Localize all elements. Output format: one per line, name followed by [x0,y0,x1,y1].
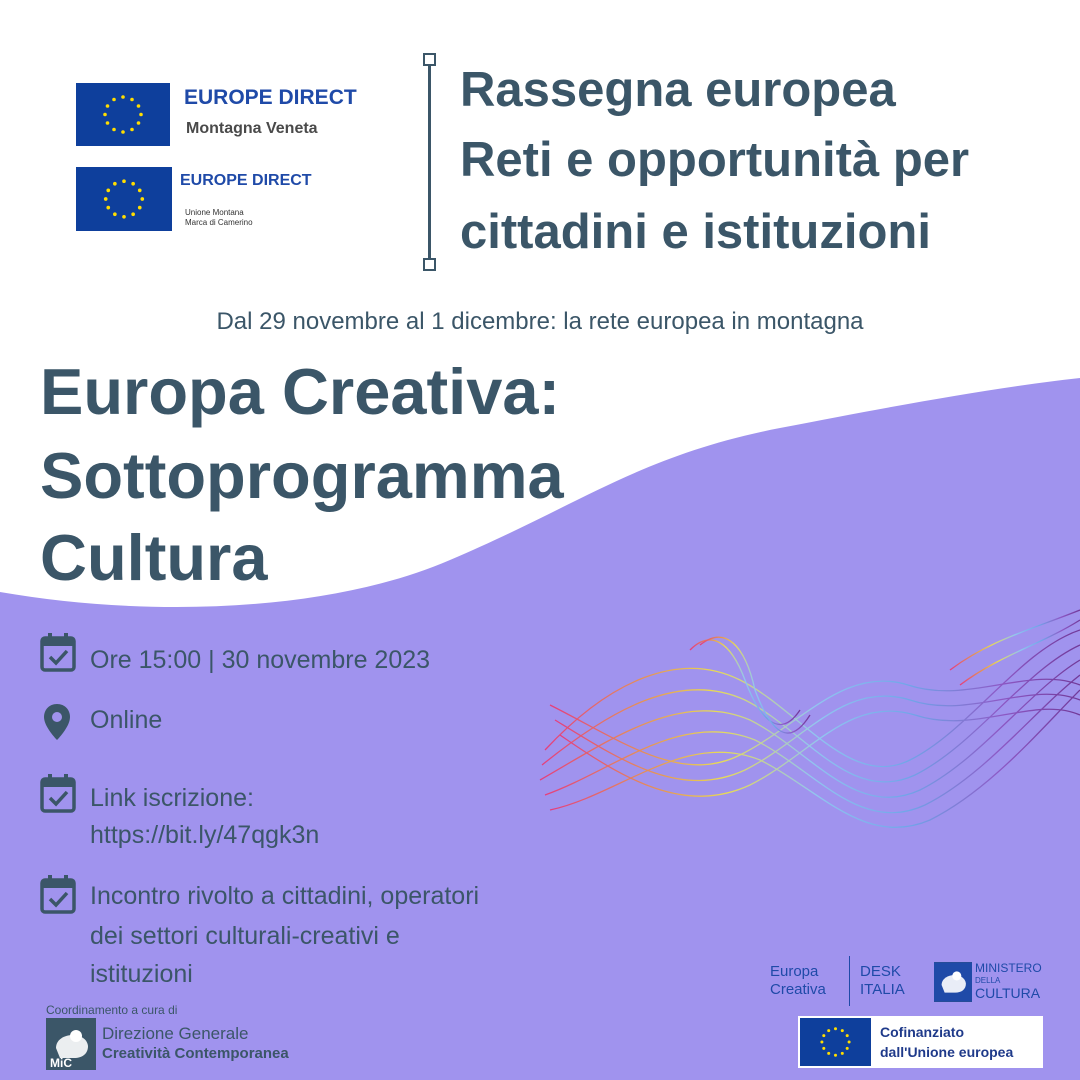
eu-flag-icon [800,1018,871,1066]
desk-italia-line-1: DESK [860,963,901,980]
event-series-subtitle: Dal 29 novembre al 1 dicembre: la rete europea in montagna [216,308,864,335]
title-line-1: Europa Creativa: [40,355,561,428]
europe-direct-unione-montana: Unione Montana [185,208,244,217]
europa-creativa-line-1: Europa [770,963,819,980]
eu-flag-icon [76,83,170,146]
europe-direct-marca-camerino: Marca di Camerino [185,218,253,227]
calendar-check-icon [40,874,76,914]
title-line-2: Sottoprogramma [40,439,564,512]
ministero-line-1: MINISTERO [975,961,1042,975]
europe-direct-title: EUROPE DIRECT [184,86,357,109]
desk-italia-line-2: ITALIA [860,981,905,998]
calendar-check-icon [40,632,76,672]
calendar-check-icon [40,773,76,813]
header-line-2: Reti e opportunità per [460,133,970,187]
header-line-3: cittadini e istituzioni [460,205,931,259]
cofinanced-line-1: Cofinanziato [880,1024,964,1040]
europe-direct-subtitle: Montagna Veneta [186,120,318,137]
coordination-label: Coordinamento a cura di [46,1003,178,1017]
creativita-contemporanea-label: Creatività Contemporanea [102,1045,289,1062]
registration-link[interactable]: https://bit.ly/47qgk3n [90,821,320,849]
header-divider-cap-bottom [423,258,436,271]
audience-line-1: Incontro rivolto a cittadini, operatori [90,882,480,910]
ministero-line-3: CULTURA [975,985,1041,1001]
registration-label: Link iscrizione: [90,784,254,812]
cofinanced-line-2: dall'Unione europea [880,1044,1014,1060]
header-divider-cap-top [423,53,436,66]
header-line-1: Rassegna europea [460,63,896,117]
mic-logo-icon [934,962,972,1002]
audience-line-2: dei settori culturali-creativi e [90,922,400,950]
event-location: Online [90,706,163,734]
rainbow-ribbon-graphic [530,590,1080,860]
header-divider [428,58,431,264]
audience-line-3: istituzioni [90,960,193,988]
ministero-line-2: DELLA [975,976,1001,985]
europa-creativa-line-2: Creativa [770,981,826,998]
title-line-3: Cultura [40,521,268,594]
eu-flag-icon [76,167,172,231]
event-datetime: Ore 15:00 | 30 novembre 2023 [90,646,431,674]
mic-logo-label: MiC [50,1056,72,1070]
desk-divider [849,956,850,1006]
europe-direct-title-2: EUROPE DIRECT [180,172,312,189]
direzione-generale-label: Direzione Generale [102,1024,249,1043]
location-pin-icon [42,702,72,742]
